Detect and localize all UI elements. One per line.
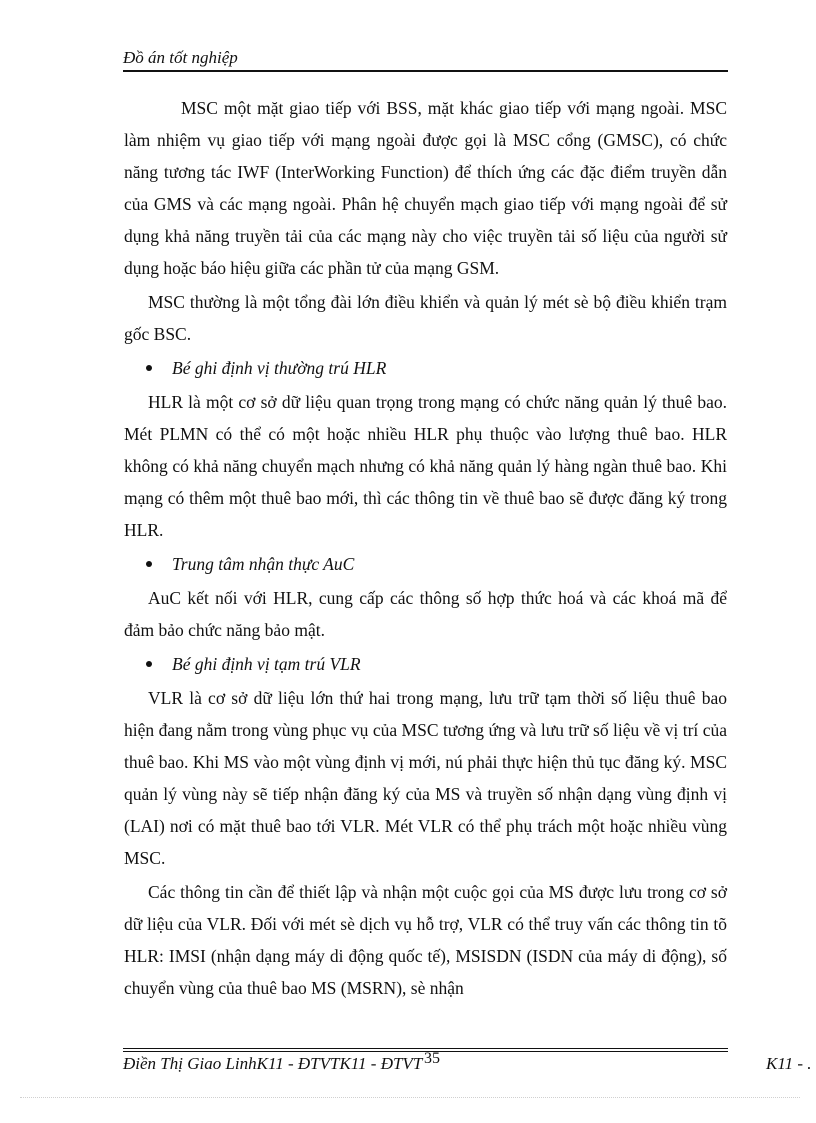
footer-author: Điền Thị Giao LinhK11 - ĐTVTK11 - ĐTVT (123, 1054, 423, 1073)
page-edge-dotted-line (20, 1097, 800, 1098)
header-rule (123, 70, 728, 72)
bullet-text: Bé ghi định vị tạm trú VLR (172, 654, 361, 674)
paragraph: HLR là một cơ sở dữ liệu quan trọng trong mạng có chức năng quản lý thuê bao. Mét PLMN có thể có một hoặc nhiều HLR phụ thuộc vào lượng thuê bao. HLR không có khả năng chuyển mạch nhưng có khả năng quản lý hàng ngàn thuê bao. Khi mạng có thêm một thuê bao mới, thì các thông tin về thuê bao sẽ được đăng ký trong HLR. (124, 392, 727, 540)
paragraph: Các thông tin cần để thiết lập và nhận một cuộc gọi của MS được lưu trong cơ sở dữ liệu của VLR. Đối với mét sè dịch vụ hỗ trợ, VLR có thể truy vấn các thông tin tõ HLR: IMSI (nhận dạng máy di động quốc tế), MSISDN (ISDN của máy di động), số chuyển vùng của thuê bao MS (MSRN), sè nhận (124, 882, 727, 998)
footer-rule (123, 1048, 728, 1049)
bullet-item (146, 548, 727, 580)
paragraph: MSC một mặt giao tiếp với BSS, mặt khác giao tiếp với mạng ngoài. MSC làm nhiệm vụ giao tiếp với mạng ngoài được gọi là MSC cổng (GMSC), có chức năng tương tác IWF (InterWorking Function) để thích ứng các đặc điểm truyền dẫn của GMS và các mạng ngoài. Phân hệ chuyển mạch giao tiếp với mạng ngoài để sử dụng khả năng truyền tải của các mạng này cho việc truyền tải số liệu của người sử dụng hoặc báo hiệu giữa các phần tử của mạng GSM. (124, 98, 727, 278)
bullet-text: Bé ghi định vị thường trú HLR (172, 358, 387, 378)
running-header: Đồ án tốt nghiệp (123, 48, 238, 67)
bullet-item (146, 352, 727, 384)
paragraph: AuC kết nối với HLR, cung cấp các thông số hợp thức hoá và các khoá mã để đảm bảo chức năng bảo mật. (124, 588, 727, 640)
bullet-icon (146, 661, 152, 667)
paragraph: VLR là cơ sở dữ liệu lớn thứ hai trong mạng, lưu trữ tạm thời số liệu thuê bao hiện đang nằm trong vùng phục vụ của MSC tương ứng và lưu trữ số liệu về vị trí của thuê bao. Khi MS vào một vùng định vị mới, nú phải thực hiện thủ tục đăng ký. MSC quản lý vùng này sẽ tiếp nhận đăng ký của MS và truyền số nhận dạng vùng định vị (LAI) nơi có mặt thuê bao tới VLR. Mét VLR có thể phụ trách một hoặc nhiều vùng MSC. (124, 688, 727, 868)
bullet-item (146, 648, 727, 680)
document-body (124, 92, 727, 1006)
paragraph: MSC thường là một tổng đài lớn điều khiển và quản lý mét sè bộ điều khiển trạm gốc BSC. (124, 292, 727, 344)
bullet-icon (146, 365, 152, 371)
bullet-icon (146, 561, 152, 567)
page-number: 35 (424, 1050, 440, 1067)
footer-right: K11 - . (766, 1054, 812, 1073)
bullet-text: Trung tâm nhận thực AuC (172, 554, 355, 574)
